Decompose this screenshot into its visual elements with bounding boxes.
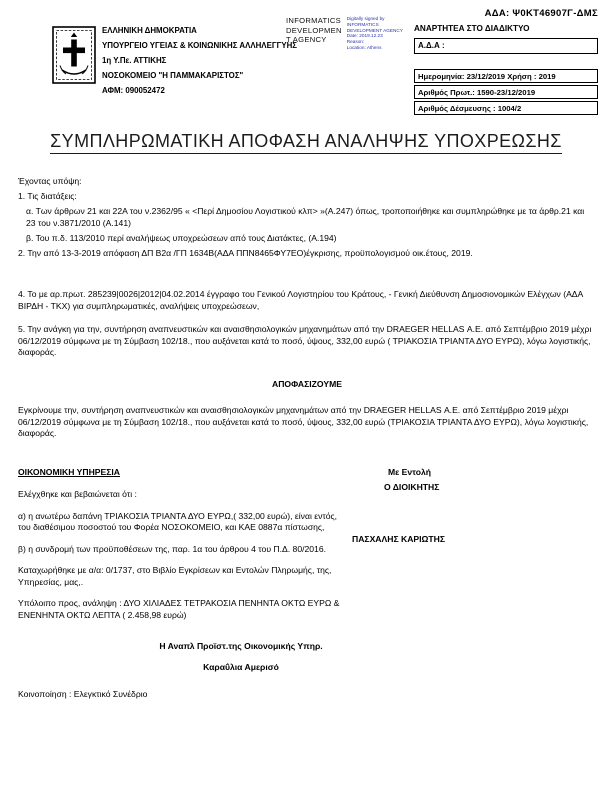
signature-agency-text: INFORMATICS DEVELOPMEN T AGENCY [286, 16, 342, 44]
org-line-ministry: ΥΠΟΥΡΓΕΙΟ ΥΓΕΙΑΣ & ΚΟΙΝΩΝΙΚΗΣ ΑΛΛΗΛΕΓΓΥΗΣ [102, 41, 298, 50]
document-title: ΣΥΜΠΛΗΡΩΜΑΤΙΚΗ ΑΠΟΦΑΣΗ ΑΝΑΛΗΨΗΣ ΥΠΟΧΡΕΩΣΗΣ [0, 131, 612, 152]
having-regard-line: Έχοντας υπόψη: [18, 176, 82, 186]
ada-empty-box: Α.Δ.Α : [414, 38, 598, 54]
ada-number: ΑΔΑ: Ψ0ΚΤ46907Γ-ΔΜΣ [484, 8, 598, 19]
body-item-1a: α. Των άρθρων 21 και 22Α του ν.2362/95 « <Περί Δημοσίου Λογιστικού κλπ> »(Α.247) όπως, τροποποιήθηκε και συμπληρώθηκε με τα άρθρ.21 και 23 του ν.3871/2010 (Α.141) [26, 206, 585, 228]
body-item-4: 4. Το με αρ.πρωτ. 285239|0026|2012|04.02.2014 έγγραφο του Γενικού Λογιστηρίου του Κράτους, - Γενική Διεύθυνση Δημοσιονομικών Ελέγχων (ΑΔΑ ΒΙΡΔΗ - ΤΚΧ) για συμπληρωματικές, αναλήψεις υποχρεώσεων, [18, 289, 583, 311]
financial-dept-heading: ΟΙΚΟΝΟΜΙΚΗ ΥΠΗΡΕΣΙΑ [18, 466, 121, 477]
digital-signature-block [286, 16, 411, 51]
body-item-1: 1. Τις διατάξεις: [18, 191, 77, 201]
body-item-1b: β. Του π.δ. 113/2010 περί αναλήψεως υποχρεώσεων από τους Διατάκτες, (Α.194) [26, 232, 337, 243]
commander-title: Ο ΔΙΟΙΚΗΤΗΣ [384, 482, 440, 492]
org-line-country: ΕΛΛΗΝΙΚΗ ΔΗΜΟΚΡΑΤΙΑ [102, 26, 197, 35]
signer-name: Καραΰλια Αμερισό [203, 661, 279, 672]
document-body [18, 176, 596, 701]
financial-left-column [18, 467, 340, 632]
by-order-label: Με Εντολή [388, 466, 432, 477]
coat-of-arms-icon [52, 26, 96, 84]
registered-statement: Καταχωρήθηκε με α/α: 0/1737, στο Βιβλίο Εγκρίσεων και Εντολών Πληρωμής, της, Υπηρεσίας, μας,. [18, 565, 332, 587]
commitment-number-box: Αριθμός Δέσμευσης : 1004/2 [414, 101, 598, 115]
checked-statement: Ελέγχθηκε και βεβαιώνεται ότι : [18, 489, 137, 499]
signer-block [80, 641, 402, 673]
posted-on-internet-label: ΑΝΑΡΤΗΤΕΑ ΣΤΟ ΔΙΑΔΙΚΤΥΟ [414, 24, 530, 33]
date-box: Ημερομηνία: 23/12/2019 Χρήση : 2019 [414, 69, 598, 83]
decision-text: Εγκρίνουμε την, συντήρηση αναπνευστικών και αναισθησιολογικών μηχανημάτων από την DRAEGER HELLAS Α.Ε. από Σεπτέμβριο 2019 μέχρι 06/12/2019 σύμφωνα με τη Σύμβαση 102/18., που αυξάνεται κατά το ποσό, ύψους, 332,00 ευρώ (ΤΡΙΑΚΟΣΙΑ ΤΡΙΑΝΤΑ ΔΥΟ ΕΥΡΩ), λόγω λογιστικής, διαφοράς. [18, 405, 589, 438]
body-item-2: 2. Την από 13-3-2019 απόφαση ΔΠ Β2α /ΓΠ 1634Β(ΑΔΑ ΠΠΝ8465ΦΥ7ΕΟ)έγκρισης, προϋπολογισμού οικ.έτους, 2019. [18, 247, 473, 258]
balance-statement: Υπόλοιπο προς, ανάληψη : ΔΥΟ ΧΙΛΙΑΔΕΣ ΤΕΤΡΑΚΟΣΙΑ ΠΕΝΗΝΤΑ ΟΚΤΩ ΕΥΡΩ & ΕΝΕΝΗΝΤΑ ΟΚΤΩ ΛΕΠΤΑ ( 2.458,98 ευρώ) [18, 598, 340, 620]
org-line-region: 1η Υ.Πε. ΑΤΤΙΚΗΣ [102, 56, 167, 65]
copy-to-line: Κοινοποίηση : Ελεγκτικό Συνέδριο [18, 689, 148, 699]
commander-name: ΠΑΣΧΑΛΗΣ ΚΑΡΙΩΤΗΣ [352, 533, 446, 544]
body-item-5: 5. Την ανάγκη για την, συντήρηση αναπνευστικών και αναισθησιολογικών μηχανημάτων από την DRAEGER HELLAS Α.Ε. από Σεπτέμβριο 2019 μέχρι 06/12/2019 σύμφωνα με τη Σύμβαση 102/18., που αυξάνεται κατά το ποσό, ύψους, 332,00 ευρώ ( ΤΡΙΑΚΟΣΙΑ ΤΡΙΑΝΤΑ ΔΥΟ ΕΥΡΩ), λόγω λογιστικής, διαφοράς. [18, 324, 592, 357]
protocol-number-box: Αριθμός Πρωτ.: 1590-23/12/2019 [414, 85, 598, 99]
financial-right-column [340, 467, 590, 632]
financial-section [18, 467, 596, 632]
header-right-column [414, 24, 598, 117]
org-header [102, 23, 297, 98]
decision-heading: ΑΠΟΦΑΣΙΖΟΥΜΕ [272, 378, 342, 389]
org-line-afm: ΑΦΜ: 090052472 [102, 86, 165, 95]
point-a: α) η ανωτέρω δαπάνη ΤΡΙΑΚΟΣΙΑ ΤΡΙΑΝΤΑ ΔΥΟ ΕΥΡΩ,( 332,00 ευρώ), είναι εντός, του διαθέσιμου ποσοστού του Φορέα ΝΟΣΟΚΟΜΕΙΟ, και ΚΑΕ 0887α πίστωσης, [18, 510, 338, 532]
signature-details-text: Digitally signed by INFORMATICS DEVELOPMENT AGENCY Date: 2019.12.23 Reason: Location: Athens [346, 16, 403, 50]
signer-title: Η Αναπλ Προϊστ.της Οικονομικής Υπηρ. [159, 641, 323, 651]
point-b: β) η συνδρομή των προϋποθέσεων της, παρ. 1α του άρθρου 4 του Π.Δ. 80/2016. [18, 543, 326, 554]
org-line-hospital: ΝΟΣΟΚΟΜΕΙΟ "Η ΠΑΜΜΑΚΑΡΙΣΤΟΣ" [102, 71, 244, 80]
